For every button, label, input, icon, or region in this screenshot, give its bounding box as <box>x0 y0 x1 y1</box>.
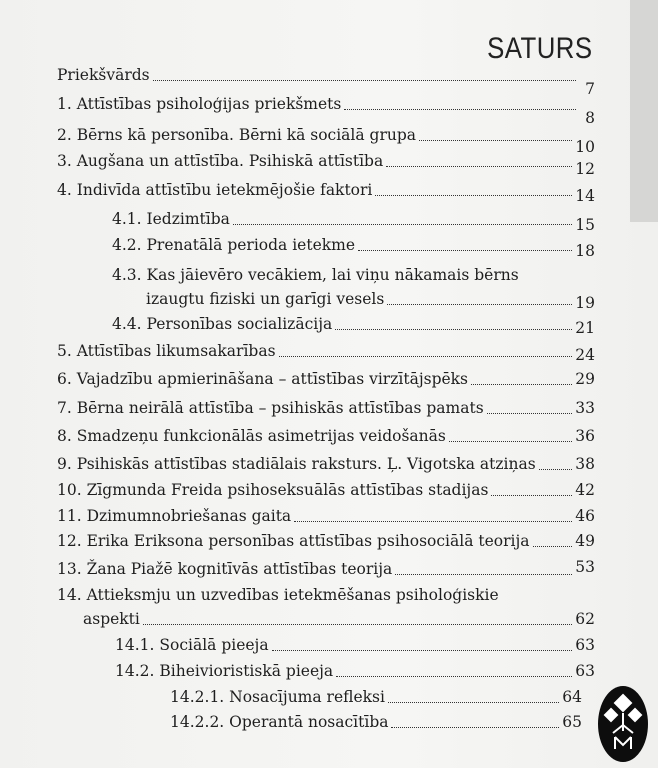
toc-page-number: 14 <box>575 187 595 205</box>
toc-entry-label: 5. Attīstības likumsakarības <box>57 342 276 360</box>
toc-dot-leader <box>533 545 573 547</box>
toc-page-number: 63 <box>575 662 595 680</box>
toc-dot-leader <box>279 355 573 357</box>
toc-entry <box>57 342 595 364</box>
toc-page-number: 8 <box>585 109 595 127</box>
toc-entry-label: aspekti <box>83 610 140 628</box>
toc-entry-label: 4.1. Iedzimtība <box>112 210 230 228</box>
toc-entry <box>112 315 595 337</box>
toc-entry <box>57 560 595 578</box>
toc-entry <box>57 507 595 525</box>
toc-entry <box>57 95 595 127</box>
toc-entry-label: 10. Zīgmunda Freida psihoseksuālās attīstības stadijas <box>57 481 489 499</box>
toc-page-number: 49 <box>575 532 595 550</box>
toc-dot-leader <box>336 675 572 677</box>
toc-page-number: 21 <box>575 319 595 337</box>
toc-entry <box>112 210 595 234</box>
toc-dot-leader <box>153 79 576 81</box>
toc-dot-leader <box>395 573 572 575</box>
toc-page-number: 53 <box>575 558 595 576</box>
toc-entry <box>57 427 595 445</box>
toc-page-number: 63 <box>575 636 595 654</box>
toc-entry-label: 14.2.1. Nosacījuma refleksi <box>170 688 385 706</box>
toc-page-number: 65 <box>562 713 582 731</box>
toc-entry-label: 11. Dzimumnobriešanas gaita <box>57 507 292 525</box>
folk-symbol-logo-icon <box>597 685 649 763</box>
toc-page-number: 38 <box>575 455 595 473</box>
toc-entry-label: 4. Indivīda attīstību ietekmējošie faktori <box>57 181 373 199</box>
toc-dot-leader <box>387 303 572 305</box>
toc-entry <box>57 455 595 473</box>
toc-entry <box>112 236 595 260</box>
toc-entry-label: 12. Erika Eriksona personības attīstības psihosociālā teorija <box>57 532 530 550</box>
toc-page-number: 46 <box>575 507 595 525</box>
toc-page-number: 10 <box>575 138 595 156</box>
toc-entry <box>170 688 582 706</box>
toc-page-number: 29 <box>575 370 595 388</box>
toc-page-number: 62 <box>575 610 595 628</box>
toc-page-number: 12 <box>575 160 595 178</box>
toc-page-number: 36 <box>575 427 595 445</box>
toc-entry <box>57 181 595 205</box>
toc-dot-leader <box>491 494 572 496</box>
toc-entry <box>57 532 595 550</box>
toc-entry <box>83 610 595 628</box>
toc-dot-leader <box>233 223 572 225</box>
toc-entry <box>57 126 595 156</box>
toc-entry-label: 14.2. Biheivioristiskā pieeja <box>115 662 334 680</box>
page-title: SATURS <box>486 32 592 65</box>
toc-dot-leader <box>143 623 572 625</box>
toc-entry-first-line: 4.3. Kas jāievēro vecākiem, lai viņu nākamais bērns <box>112 266 519 284</box>
toc-page-number: 19 <box>575 294 595 312</box>
toc-entry-label: Priekšvārds <box>57 66 150 84</box>
toc-entry <box>146 290 595 312</box>
toc-dot-leader <box>449 440 572 442</box>
toc-page-number: 42 <box>575 481 595 499</box>
toc-dot-leader <box>391 726 559 728</box>
toc-entry-label: 3. Augšana un attīstība. Psihiskā attīstība <box>57 152 384 170</box>
toc-entry-label: 7. Bērna neirālā attīstība – psihiskās attīstības pamats <box>57 399 484 417</box>
toc-entry-label: 2. Bērns kā personība. Bērni kā sociālā grupa <box>57 126 417 144</box>
toc-entry <box>170 713 582 731</box>
toc-entry <box>57 370 595 388</box>
toc-dot-leader <box>388 701 559 703</box>
toc-entry-label: 9. Psihiskās attīstības stadiālais raksturs. Ļ. Vigotska atziņas <box>57 455 536 473</box>
toc-entry-first-line: 14. Attieksmju un uzvedības ietekmēšanas psiholoģiskie <box>57 586 499 604</box>
toc-page-number: 7 <box>585 80 595 98</box>
toc-entry-label: 14.2.2. Operantā nosacītība <box>170 713 389 731</box>
toc-entry <box>115 636 595 654</box>
toc-page-number: 24 <box>575 346 595 364</box>
toc-dot-leader <box>358 249 572 251</box>
toc-entry <box>57 481 595 499</box>
toc-dot-leader <box>272 649 573 651</box>
toc-dot-leader <box>419 139 572 141</box>
toc-entry-label: 8. Smadzeņu funkcionālās asimetrijas veidošanās <box>57 427 446 445</box>
toc-entry-label: 1. Attīstības psiholoģijas priekšmets <box>57 95 342 113</box>
toc-dot-leader <box>294 520 572 522</box>
toc-page-number: 33 <box>575 399 595 417</box>
toc-entry-label: 13. Žana Piažē kognitīvās attīstības teorija <box>57 560 393 578</box>
toc-dot-leader <box>386 165 572 167</box>
toc-entry <box>57 66 595 98</box>
toc-page-number: 64 <box>562 688 582 706</box>
toc-page-number: 18 <box>575 242 595 260</box>
toc-entry-label: 6. Vajadzību apmierināšana – attīstības virzītājspēks <box>57 370 469 388</box>
toc-dot-leader <box>471 383 572 385</box>
toc-dot-leader <box>539 468 573 470</box>
toc-dot-leader <box>487 412 573 414</box>
toc-entry <box>57 399 595 417</box>
toc-entry <box>115 662 595 680</box>
toc-entry-label: 4.4. Personības socializācija <box>112 315 333 333</box>
toc-entry-label: izaugtu fiziski un garīgi vesels <box>146 290 385 308</box>
toc-dot-leader <box>344 108 576 110</box>
toc-entry <box>57 152 595 178</box>
toc-entry-label: 4.2. Prenatālā perioda ietekme <box>112 236 356 254</box>
toc-entry-label: 14.1. Sociālā pieeja <box>115 636 269 654</box>
toc-page-number: 15 <box>575 216 595 234</box>
toc-dot-leader <box>375 194 572 196</box>
toc-dot-leader <box>335 328 572 330</box>
